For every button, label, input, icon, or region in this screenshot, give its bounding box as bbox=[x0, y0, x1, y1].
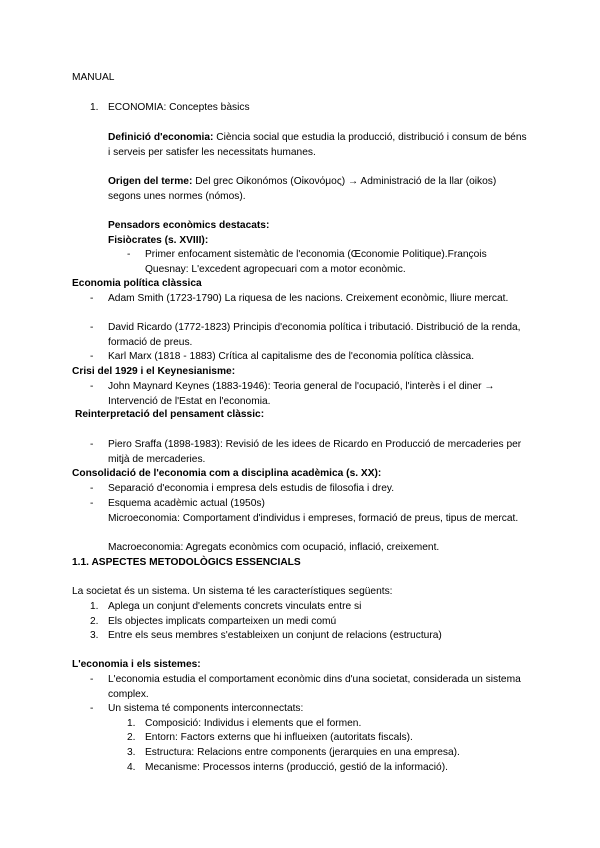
list-dash: - bbox=[90, 351, 94, 362]
origin-label: Origen del terme: bbox=[108, 176, 193, 187]
list-dash: - bbox=[90, 381, 94, 392]
list-dash: - bbox=[90, 483, 94, 494]
system-characteristic: Aplega un conjunt d'elements concrets vinculats entre si bbox=[108, 601, 362, 612]
list-dash: - bbox=[90, 498, 94, 509]
system-component: Entorn: Factors externs que hi influeixen (autoritats fiscals). bbox=[145, 732, 413, 743]
systems-item: L'economia estudia el comportament econòmic dins d'una societat, considerada un sistema complex. bbox=[108, 674, 521, 700]
section-heading: ECONOMIA: Conceptes bàsics bbox=[108, 102, 250, 113]
origin-paragraph bbox=[108, 175, 528, 204]
definition-paragraph bbox=[108, 131, 528, 160]
section-1-1-intro: La societat és un sistema. Un sistema té les característiques següents: bbox=[72, 586, 393, 597]
system-component: Composició: Individus i elements que el formen. bbox=[145, 718, 362, 729]
crisis-heading: Crisi del 1929 i el Keynesianisme: bbox=[72, 366, 236, 377]
list-dash: - bbox=[90, 322, 94, 333]
system-component: Mecanisme: Processos interns (producció, gestió de la informació). bbox=[145, 762, 448, 773]
reinterpretation-heading: Reinterpretació del pensament clàssic: bbox=[75, 409, 265, 420]
list-number: 3. bbox=[90, 630, 99, 641]
list-dash: - bbox=[90, 293, 94, 304]
list-dash: - bbox=[90, 439, 94, 450]
systems-item: Un sistema té components interconnectats: bbox=[108, 703, 304, 714]
system-characteristic: Els objectes implicats comparteixen un medi comú bbox=[108, 616, 337, 627]
systems-heading: L'economia i els sistemes: bbox=[72, 659, 201, 670]
list-dash: - bbox=[90, 703, 94, 714]
list-number: 1. bbox=[127, 718, 136, 729]
origin-text: Del grec Oikonómos (Οἰκονόμος) → Administració de la llar (oikos) segons unes normes (nómos). bbox=[108, 176, 497, 202]
system-characteristic: Entre els seus membres s'estableixen un conjunt de relacions (estructura) bbox=[108, 630, 442, 641]
classical-item: Adam Smith (1723-1790) La riquesa de les nacions. Creixement econòmic, lliure mercat. bbox=[108, 293, 509, 304]
list-number: 1. bbox=[90, 601, 99, 612]
microeconomics-text: Microeconomia: Comportament d'individus i empreses, formació de preus, tipus de mercat. bbox=[108, 513, 519, 524]
list-dash: - bbox=[90, 674, 94, 685]
consolidation-item: Separació d'economia i empresa dels estudis de filosofia i drey. bbox=[108, 483, 395, 494]
physiocrats-item: Primer enfocament sistemàtic de l'economia (Œconomie Politique).François Quesnay: L'excedent agropecuari com a motor econòmic. bbox=[145, 249, 487, 275]
list-number: 2. bbox=[127, 732, 136, 743]
list-number: 4. bbox=[127, 762, 136, 773]
section-number: 1. bbox=[90, 102, 99, 113]
physiocrats-heading: Fisiòcrates (s. XVIII): bbox=[108, 235, 209, 246]
macroeconomics-text: Macroeconomia: Agregats econòmics com ocupació, inflació, creixement. bbox=[108, 542, 440, 553]
reinterpretation-item: Piero Sraffa (1898-1983): Revisió de les idees de Ricardo en Producció de mercaderies per mitjà de mercaderies. bbox=[108, 439, 522, 465]
document-title: MANUAL bbox=[72, 72, 115, 83]
definition-text: Ciència social que estudia la producció, distribució i consum de béns i serveis per satisfer les necessitats humanes. bbox=[108, 132, 527, 158]
crisis-item: John Maynard Keynes (1883-1946): Teoria general de l'ocupació, l'interès i el diner → Intervenció de l'Estat en l'economia. bbox=[108, 381, 495, 407]
consolidation-heading: Consolidació de l'economia com a disciplina acadèmica (s. XX): bbox=[72, 468, 382, 479]
system-component: Estructura: Relacions entre components (jerarquies en una empresa). bbox=[145, 747, 460, 758]
classical-item: David Ricardo (1772-1823) Principis d'economia política i tributació. Distribució de la renda, formació de preus. bbox=[108, 322, 521, 348]
section-1-1-heading: 1.1. ASPECTES METODOLÒGICS ESSENCIALS bbox=[72, 557, 301, 568]
thinkers-heading: Pensadors econòmics destacats: bbox=[108, 220, 270, 231]
list-number: 3. bbox=[127, 747, 136, 758]
list-dash: - bbox=[127, 249, 131, 260]
classical-heading: Economia política clàssica bbox=[72, 278, 202, 289]
classical-item: Karl Marx (1818 - 1883) Crítica al capitalisme des de l'economia política clàssica. bbox=[108, 351, 475, 362]
list-number: 2. bbox=[90, 616, 99, 627]
definition-label: Definició d'economia: bbox=[108, 132, 214, 143]
consolidation-item: Esquema acadèmic actual (1950s) bbox=[108, 498, 265, 509]
